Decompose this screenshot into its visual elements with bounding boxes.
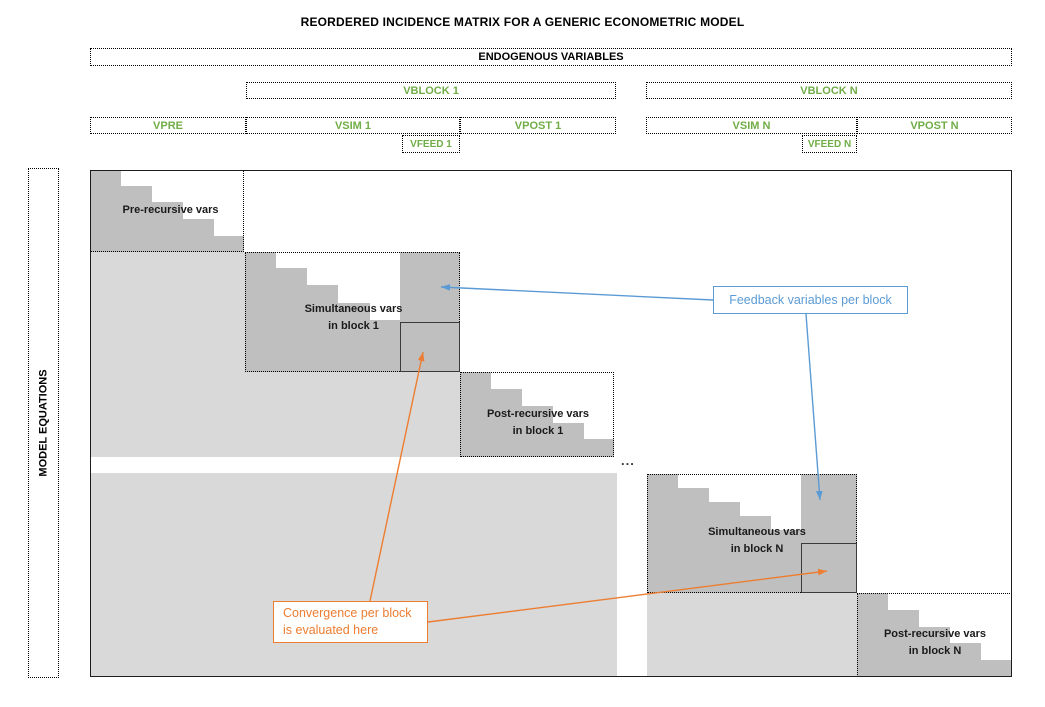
sim-block1-label-line1: Simultaneous vars <box>304 303 403 315</box>
post-blockN-label-line1: Post-recursive vars <box>883 628 987 640</box>
sim-blockN-label-line2: in block N <box>730 543 784 555</box>
sim-blockN-label <box>672 524 842 558</box>
convergence-callout-line1: Convergence per block <box>283 606 412 620</box>
post-block1-label-line2: in block 1 <box>512 425 564 437</box>
vpost1-header: VPOST 1 <box>460 117 616 134</box>
sim-block1-label <box>271 301 436 335</box>
convergence-callout <box>273 601 428 643</box>
endogenous-variables-header: ENDOGENOUS VARIABLES <box>90 48 1012 66</box>
pre-recursive-label: Pre-recursive vars <box>122 204 219 216</box>
vblockN-header: VBLOCK N <box>646 82 1012 99</box>
vfeedN-header: VFEED N <box>802 135 857 153</box>
sim-blockN-label-line1: Simultaneous vars <box>708 526 806 538</box>
feedback-callout-label: Feedback variables per block <box>729 292 892 307</box>
feedback-callout <box>713 286 908 314</box>
vpre-header: VPRE <box>90 117 246 134</box>
post-blockN-label <box>858 626 1012 660</box>
vsim1-header: VSIM 1 <box>246 117 460 134</box>
post-block1-label-line1: Post-recursive vars <box>486 408 590 420</box>
model-equations-axis <box>28 168 59 678</box>
sim-block1-label-line2: in block 1 <box>328 320 379 332</box>
model-equations-label: MODEL EQUATIONS <box>37 369 50 477</box>
vpostN-header: VPOST N <box>857 117 1012 134</box>
vsimN-header: VSIM N <box>646 117 857 134</box>
vfeed1-header: VFEED 1 <box>402 135 460 153</box>
convergence-callout-line2: is evaluated here <box>283 623 379 637</box>
post-blockN-label-line2: in block N <box>908 645 962 657</box>
vblock1-header: VBLOCK 1 <box>246 82 616 99</box>
continuation-ellipsis: ... <box>621 453 635 468</box>
page-title: REORDERED INCIDENCE MATRIX FOR A GENERIC ECONOMETRIC MODEL <box>300 15 745 29</box>
post-block1-label <box>461 406 615 440</box>
